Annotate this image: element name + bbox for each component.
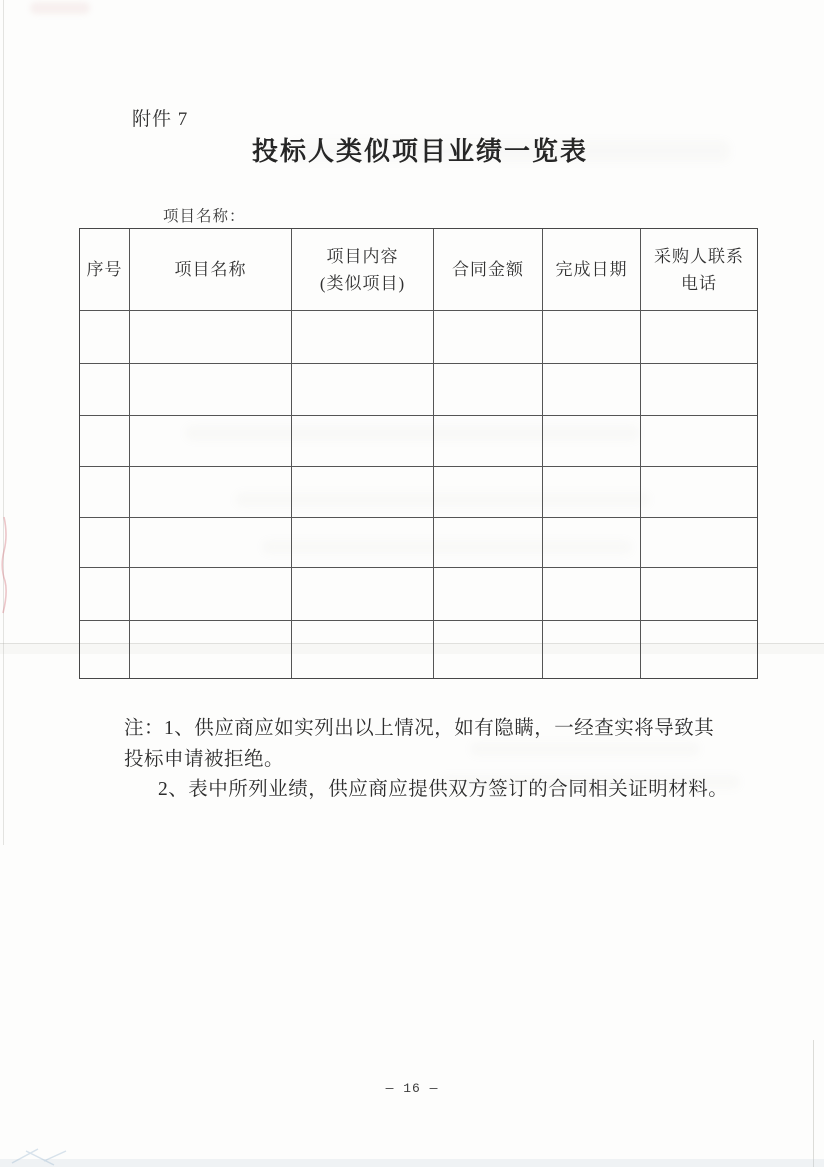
table-cell (641, 568, 758, 621)
table-cell (434, 621, 543, 679)
table-cell (292, 518, 434, 568)
column-header-completion-date: 完成日期 (543, 229, 641, 311)
table-cell (130, 467, 292, 518)
column-header-contract-amount: 合同金额 (434, 229, 543, 311)
scan-artifact-pink-squiggle (0, 515, 12, 615)
table-cell (641, 467, 758, 518)
scan-artifact-corner-mark (30, 2, 90, 14)
table-cell (543, 467, 641, 518)
table-cell (641, 311, 758, 364)
table-cell (80, 568, 130, 621)
table-cell (434, 311, 543, 364)
table-cell (543, 364, 641, 416)
note-line-3: 2、表中所列业绩，供应商应提供双方签订的合同相关证明材料。 (158, 779, 729, 800)
table-cell (292, 568, 434, 621)
page-number: — 16 — (385, 1081, 439, 1096)
table-cell (130, 311, 292, 364)
table-row (80, 416, 758, 467)
table-cell (434, 467, 543, 518)
column-header-purchaser-phone: 采购人联系 电话 (641, 229, 758, 311)
table-cell (641, 416, 758, 467)
scan-artifact-right-edge-line (813, 1040, 814, 1167)
column-header-project-name: 项目名称 (130, 229, 292, 311)
table-cell (543, 518, 641, 568)
table-cell (80, 364, 130, 416)
project-name-label: 项目名称： (163, 208, 246, 225)
note-line-2: 投标申请被拒绝。 (124, 748, 285, 770)
table-cell (543, 311, 641, 364)
column-header-serial-number: 序号 (80, 229, 130, 311)
table-row (80, 621, 758, 679)
table-cell (434, 416, 543, 467)
table-cell (641, 518, 758, 568)
table-row (80, 467, 758, 518)
table-cell (130, 416, 292, 467)
table-cell (130, 621, 292, 679)
table-cell (434, 568, 543, 621)
table-cell (80, 621, 130, 679)
document-title: 投标人类似项目业绩一览表 (251, 137, 588, 166)
table-cell (641, 364, 758, 416)
attachment-number-label: 附件 7 (132, 109, 189, 130)
table-row (80, 364, 758, 416)
table-cell (130, 364, 292, 416)
scan-artifact-bottom-tint (0, 1159, 824, 1167)
table-cell (80, 311, 130, 364)
performance-table (79, 228, 758, 679)
table-cell (434, 364, 543, 416)
table-cell (292, 311, 434, 364)
table-row (80, 568, 758, 621)
table-cell (292, 364, 434, 416)
table-cell (434, 518, 543, 568)
table-cell (543, 621, 641, 679)
table-cell (641, 621, 758, 679)
table-cell (130, 518, 292, 568)
column-header-project-content: 项目内容 (类似项目) (292, 229, 434, 311)
table-cell (543, 568, 641, 621)
table-cell (80, 467, 130, 518)
scan-artifact-blue-corner-mark (10, 1143, 70, 1167)
note-line-1: 注：1、供应商应如实列出以上情况，如有隐瞒，一经查实将导致其 (124, 718, 715, 739)
table-cell (543, 416, 641, 467)
table-cell (292, 416, 434, 467)
table-row (80, 518, 758, 568)
table-cell (130, 568, 292, 621)
table-cell (80, 416, 130, 467)
table-cell (292, 467, 434, 518)
notes-block (124, 714, 746, 806)
scan-artifact-left-edge-line (3, 0, 4, 845)
performance-table-header (80, 229, 758, 311)
table-row (80, 311, 758, 364)
table-cell (292, 621, 434, 679)
table-cell (80, 518, 130, 568)
